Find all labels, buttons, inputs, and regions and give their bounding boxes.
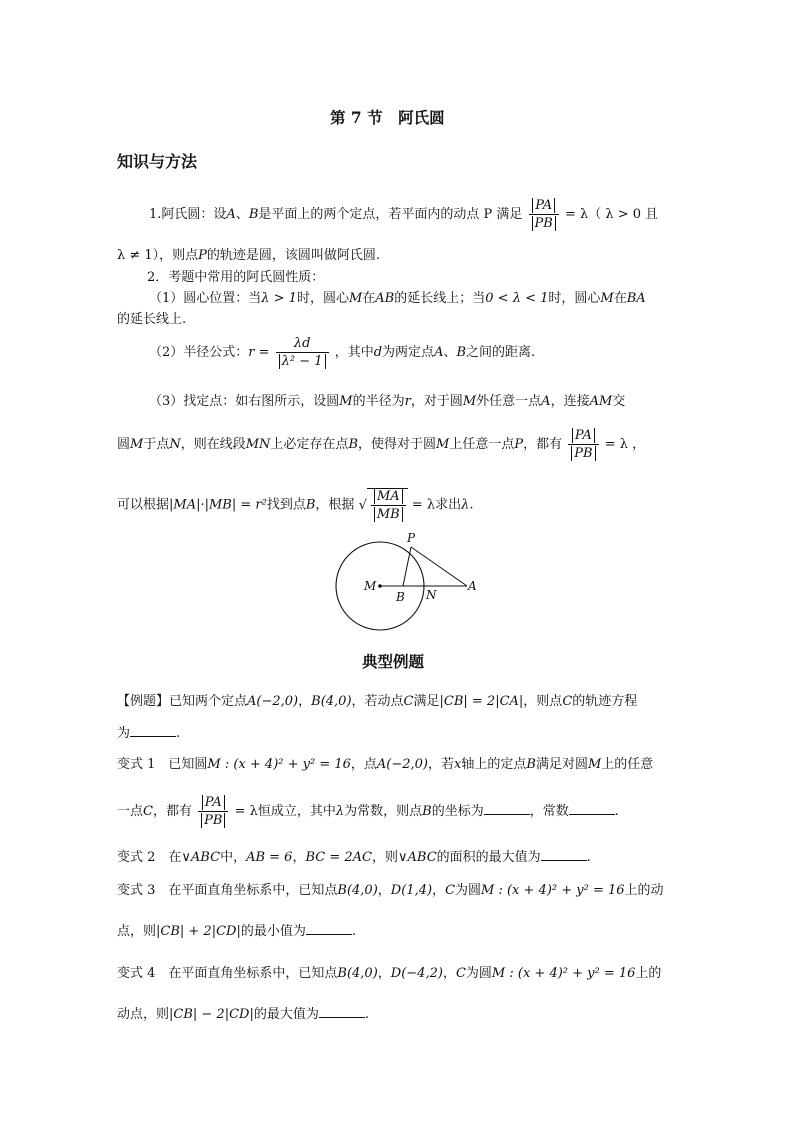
math-expr: B(4,0): [311, 694, 352, 709]
text: ，则: [371, 850, 398, 865]
math-expr: D(1,4): [390, 883, 433, 898]
label-a: A: [468, 579, 477, 593]
math-var: B: [305, 497, 316, 513]
text: 动点，则: [117, 1007, 170, 1022]
text: 轴上的定点: [461, 757, 527, 772]
math-var: M: [462, 394, 477, 409]
text: ，对于圆: [410, 394, 463, 409]
fraction-pa-pb: [529, 198, 559, 231]
math-var: AM: [589, 394, 613, 409]
label-m: M: [364, 579, 377, 593]
text: 上任意一点: [449, 437, 515, 452]
text: ，使得对于圆: [358, 437, 437, 452]
math-expr: BC = 2AC: [305, 850, 372, 865]
math-var: A: [541, 394, 551, 409]
text: 上的动: [624, 883, 664, 898]
paragraph-center-position-line2: 的延长线上.: [117, 312, 187, 327]
text: 外任意一点: [476, 394, 542, 409]
numerator: λd: [276, 336, 329, 353]
math-expr: λ > 1: [261, 291, 297, 306]
math-expr: |MA|·|MB| = r²: [169, 497, 267, 513]
denominator: MB: [374, 507, 403, 522]
variant4-line2: [117, 1003, 369, 1022]
math-var: M: [600, 291, 614, 306]
paragraph-radius-formula: [149, 336, 535, 369]
numerator: PA: [532, 198, 555, 213]
text: ，都有: [152, 804, 192, 819]
text: = λ: [411, 497, 436, 513]
fraction-pa-pb: [198, 795, 228, 828]
paragraph-center-position-line1: [149, 287, 646, 306]
variant1-line1: [117, 753, 653, 772]
text: 的最大值为: [253, 1007, 319, 1022]
math-expr: |CB| − 2|CD|: [169, 1007, 254, 1022]
text: 满足对圆: [535, 757, 588, 772]
math-var: d: [373, 345, 383, 360]
text: 时，圆心: [548, 291, 601, 306]
math-var: A: [434, 345, 444, 360]
numerator: MA: [374, 489, 403, 504]
page-title: 第 7 节 阿氏圆: [330, 108, 445, 127]
numerator: PA: [202, 795, 225, 810]
math-var: λ: [335, 804, 345, 819]
math-expr: ∨ABC: [398, 850, 437, 865]
answer-blank-constant[interactable]: [569, 802, 615, 815]
text: 为常数，则点: [344, 804, 423, 819]
math-var: P: [514, 437, 524, 452]
text: .: [351, 924, 356, 939]
text: .: [614, 804, 619, 819]
fraction-ma-mb: [371, 489, 406, 522]
math-var: r: [404, 394, 411, 409]
math-var: B: [248, 207, 259, 222]
text: ，若: [428, 757, 455, 772]
math-var: B: [422, 804, 432, 819]
math-var: B: [456, 345, 467, 360]
math-var: B: [348, 437, 358, 452]
text: ，: [432, 883, 446, 898]
text: = λ ，: [604, 437, 646, 452]
text: 变式 1 已知圆: [117, 757, 208, 772]
text: 1.阿氏圆：设: [149, 207, 227, 222]
math-var: MN: [245, 437, 271, 452]
text: λ ≠ 1），则点: [117, 248, 199, 263]
math-var: C: [445, 883, 456, 898]
text: ，其中: [334, 345, 374, 360]
text: 的半径为: [352, 394, 405, 409]
math-var: BA: [626, 291, 646, 306]
text: ，则在线段: [180, 437, 246, 452]
denominator: PB: [201, 813, 225, 828]
math-expr: D(−4,2): [390, 966, 443, 981]
text: 上的任意: [601, 757, 654, 772]
variant3-line2: [117, 920, 356, 939]
text: .: [176, 726, 181, 741]
answer-blank[interactable]: [541, 848, 587, 861]
math-var: P: [198, 248, 207, 263]
text: 的延长线上；当: [394, 291, 486, 306]
label-p: P: [407, 531, 416, 545]
text: 点，则: [117, 924, 157, 939]
math-expr: |CB| = 2|CA|: [439, 694, 524, 709]
text: 的最小值为: [240, 924, 306, 939]
variant2-line: [117, 846, 591, 865]
text: 上必定存在点: [270, 437, 349, 452]
text: ，若动点: [351, 694, 404, 709]
math-expr: B(4,0): [337, 883, 378, 898]
text: 的坐标为: [431, 804, 484, 819]
numerator: PA: [572, 428, 595, 443]
text: ，: [442, 966, 456, 981]
math-var: C: [143, 804, 153, 819]
text: 找到点: [266, 497, 306, 513]
text: ，连接: [550, 394, 590, 409]
text: 时，圆心: [296, 291, 349, 306]
text: 求出: [435, 497, 462, 513]
text: （1）圆心位置：当: [149, 291, 262, 306]
text: .: [364, 1007, 369, 1022]
math-var: M: [436, 437, 450, 452]
text: 于点: [143, 437, 170, 452]
text: ，: [298, 694, 312, 709]
text: ，根据: [315, 497, 355, 513]
label-n: N: [426, 588, 437, 602]
math-expr: M : (x + 4)² + y² = 16: [491, 966, 636, 981]
math-expr: ∨ABC: [181, 850, 221, 865]
text: .: [469, 497, 474, 513]
sqrt-ratio: √ $\frac{MA}{MB}$: [359, 488, 408, 522]
math-var: M: [587, 757, 602, 772]
text: 【例题】已知两个定点: [117, 694, 248, 709]
math-var: C: [455, 966, 466, 981]
text: （2）半径公式：: [149, 345, 249, 360]
text: 变式 3 在平面直角坐标系中，已知点: [117, 883, 338, 898]
text: 的面积的最大值为: [436, 850, 541, 865]
math-expr: A(−2,0): [247, 694, 299, 709]
math-var: B: [526, 757, 536, 772]
math-expr: M : (x + 4)² + y² = 16: [481, 883, 625, 898]
text: 为: [117, 726, 131, 741]
text: = λ（ λ > 0 且: [564, 207, 659, 222]
text: 的轨迹是圆，该圆叫做阿氏圆.: [206, 248, 381, 263]
math-expr: M : (x + 4)² + y² = 16: [207, 757, 351, 772]
answer-blank[interactable]: [130, 724, 176, 737]
denominator: λ² − 1: [279, 354, 326, 369]
variant3-line1: [117, 879, 664, 898]
text: ，则点: [523, 694, 563, 709]
paragraph-apollonius-definition-line1: [149, 198, 658, 231]
math-var: N: [169, 437, 181, 452]
text: ，点: [350, 757, 377, 772]
text: = λ: [234, 804, 258, 819]
math-expr: A(−2,0): [376, 757, 429, 772]
text: 在: [362, 291, 376, 306]
text: .: [586, 850, 591, 865]
math-var: C: [562, 694, 573, 709]
text: 交: [612, 394, 626, 409]
text: ，常数: [529, 804, 569, 819]
math-expr: 0 < λ < 1: [485, 291, 549, 306]
text: 上的: [635, 966, 662, 981]
variant1-line2: [117, 795, 619, 828]
text: 的轨迹方程: [572, 694, 638, 709]
math-var: C: [403, 694, 414, 709]
example-problem-line2: [117, 722, 180, 741]
variant4-line1: [117, 962, 661, 981]
text: 可以根据: [117, 497, 170, 513]
math-expr: r =: [248, 345, 270, 360]
math-var: M: [130, 437, 144, 452]
text: ，都有: [523, 437, 563, 452]
paragraph-apollonius-definition-line2: [117, 244, 380, 263]
denominator: PB: [532, 216, 556, 231]
fraction-radius: [276, 336, 329, 369]
text: 满足: [413, 694, 440, 709]
text: ，: [377, 883, 391, 898]
text: 变式 2 在: [117, 850, 182, 865]
text: （3）找定点：如右图所示，设圆: [149, 394, 340, 409]
math-var: A: [226, 207, 236, 222]
text: 变式 4 在平面直角坐标系中，已知点: [117, 966, 338, 981]
math-var: x: [454, 757, 462, 772]
math-var: M: [339, 394, 353, 409]
segment-pb: [403, 547, 411, 586]
math-var: λ: [461, 497, 470, 513]
text: 为圆: [455, 883, 482, 898]
section-heading-examples: 典型例题: [362, 652, 425, 671]
text: 中，: [220, 850, 247, 865]
text: 之间的距离.: [466, 345, 536, 360]
denominator: PB: [571, 446, 595, 461]
text: 一点: [117, 804, 144, 819]
label-b: B: [396, 590, 405, 604]
fraction-pa-pb: [568, 428, 598, 461]
example-problem-line1: [117, 690, 637, 709]
paragraph-find-point-line2: [117, 428, 645, 461]
math-var: M: [348, 291, 363, 306]
answer-blank-coordinate[interactable]: [484, 802, 530, 815]
text: 、: [443, 345, 457, 360]
center-dot: [378, 584, 382, 588]
text: 为圆: [465, 966, 492, 981]
math-expr: |CB| + 2|CD|: [156, 924, 241, 939]
text: ，: [292, 850, 306, 865]
math-var: AB: [375, 291, 395, 306]
paragraph-find-point-line3: [117, 488, 474, 522]
answer-blank[interactable]: [306, 922, 352, 935]
text: 、: [235, 207, 249, 222]
text: 为两定点: [382, 345, 435, 360]
text: 是平面上的两个定点，若平面内的动点 P 满足: [258, 207, 523, 222]
text: ，: [377, 966, 391, 981]
apollonius-circle-figure: [320, 528, 490, 638]
paragraph-find-point-line1: [149, 390, 625, 409]
text: 圆: [117, 437, 131, 452]
text: 在: [613, 291, 627, 306]
section-heading-knowledge: 知识与方法: [117, 152, 198, 171]
math-expr: B(4,0): [337, 966, 378, 981]
answer-blank[interactable]: [319, 1005, 365, 1018]
text: 恒成立，其中: [257, 804, 336, 819]
paragraph-properties-heading: 2．考题中常用的阿氏圆性质：: [147, 270, 325, 285]
math-expr: AB = 6: [246, 850, 293, 865]
